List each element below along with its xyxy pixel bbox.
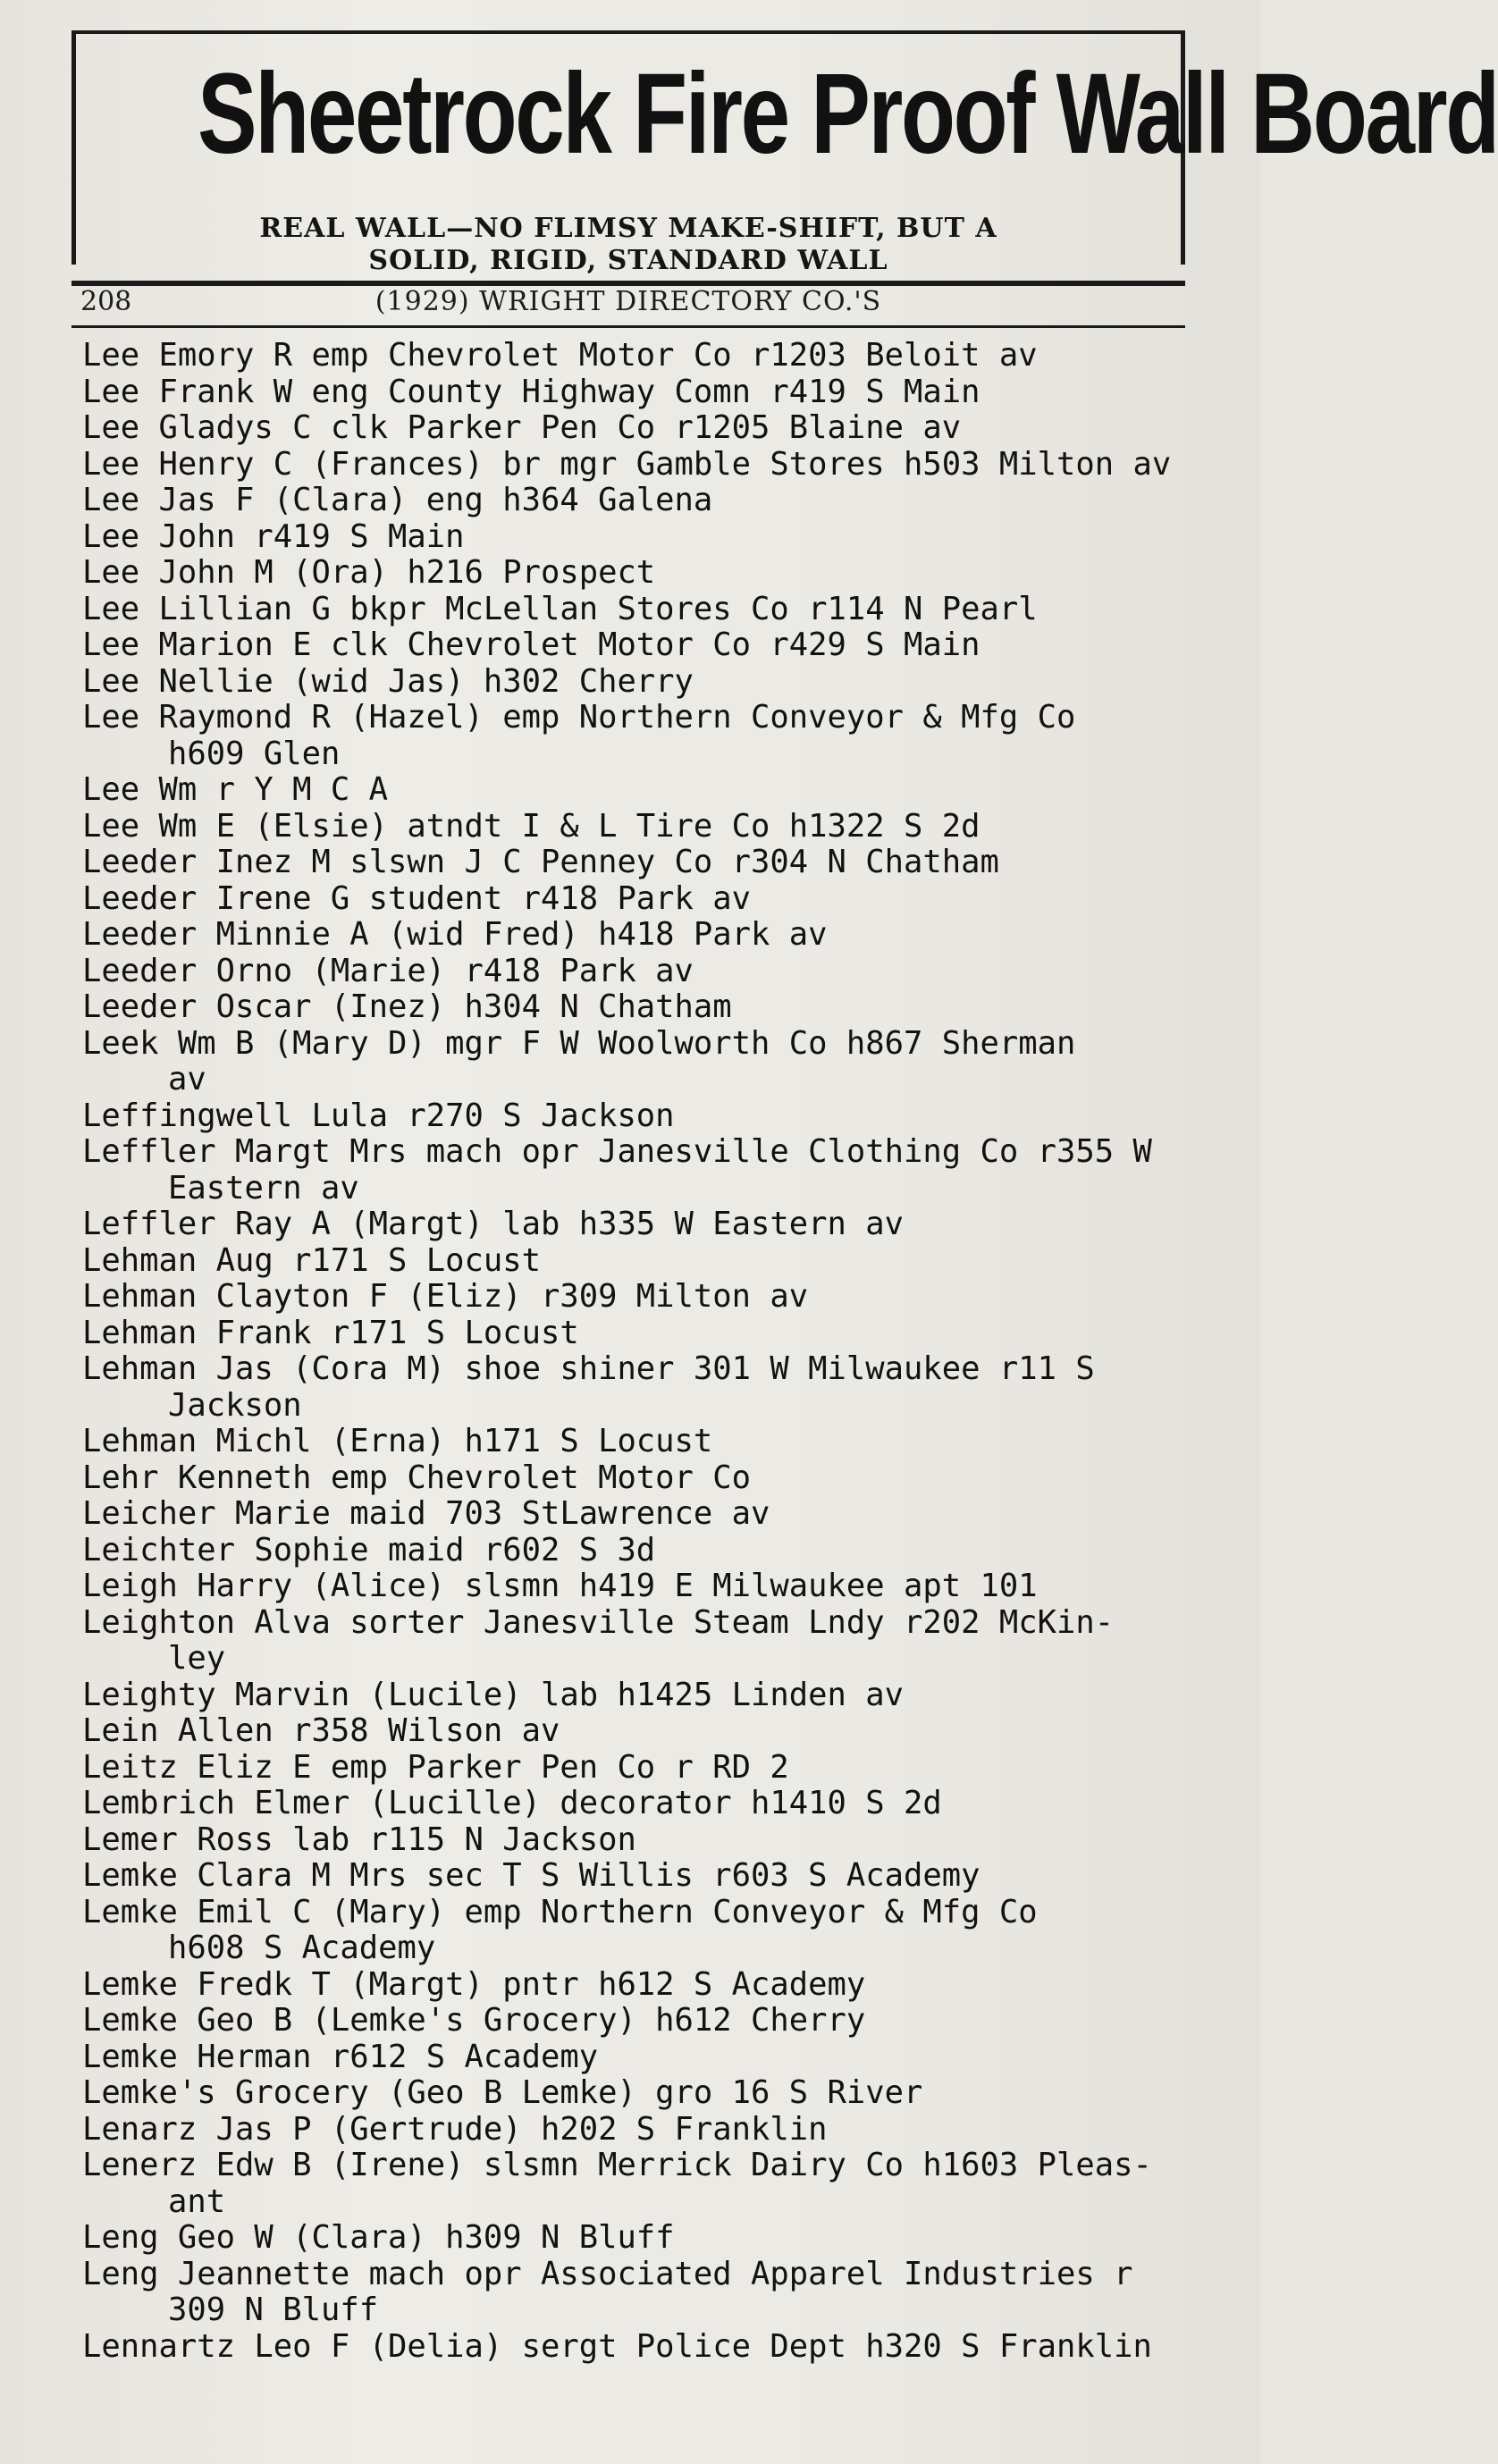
directory-entry xyxy=(82,1750,1226,1787)
entry-line: Lehman Michl (Erna) h171 S Locust xyxy=(82,1423,713,1459)
entry-line: Leigh Harry (Alice) slsmn h419 E Milwaukee apt 101 xyxy=(82,1568,1038,1604)
entry-continuation: ant xyxy=(168,2182,226,2220)
directory-entry xyxy=(82,664,1226,701)
directory-entry xyxy=(82,845,1226,881)
entry-line: Leffingwell Lula r270 S Jackson xyxy=(82,1097,675,1134)
entry-line: Lehman Jas (Cora M) shoe shiner 301 W Milwaukee r11 S xyxy=(82,1350,1095,1387)
entry-line: Leichter Sophie maid r602 S 3d xyxy=(82,1531,656,1568)
directory-entry xyxy=(82,447,1226,484)
directory-entry xyxy=(82,374,1226,411)
entry-line: Leng Jeannette mach opr Associated Apparel Industries r xyxy=(82,2255,1133,2292)
entry-continuation: Jackson xyxy=(168,1386,302,1424)
directory-entry xyxy=(82,881,1226,918)
entry-line: Lee Lillian G bkpr McLellan Stores Co r114 N Pearl xyxy=(82,590,1038,627)
entry-line: Lehman Aug r171 S Locust xyxy=(82,1241,541,1279)
directory-entry xyxy=(82,1568,1226,1605)
header-rule-bottom xyxy=(72,325,1185,328)
directory-entry xyxy=(82,1678,1226,1714)
entry-line: Lembrich Elmer (Lucille) decorator h1410 S 2d xyxy=(82,1785,942,1821)
entry-line: Lemke Geo B (Lemke's Grocery) h612 Cherry xyxy=(82,2002,866,2039)
directory-entry xyxy=(82,989,1226,1026)
entry-line: Lee Wm r Y M C A xyxy=(82,771,388,808)
entry-line: Lee Jas F (Clara) eng h364 Galena xyxy=(82,482,713,518)
directory-entry xyxy=(82,917,1226,954)
entry-line: Lehman Clayton F (Eliz) r309 Milton av xyxy=(82,1278,809,1315)
entry-line: Lemer Ross lab r115 N Jackson xyxy=(82,1821,636,1858)
entry-continuation: av xyxy=(168,1061,206,1097)
entry-line: Leeder Inez M slswn J C Penney Co r304 N Chatham xyxy=(82,844,999,880)
directory-entry xyxy=(82,2112,1226,2149)
directory-entry xyxy=(82,1460,1226,1497)
ad-headline: Sheetrock Fire Proof Wall Board xyxy=(197,50,1498,178)
directory-listing xyxy=(82,338,1226,2365)
directory-entry xyxy=(82,1858,1226,1895)
entry-line: Lein Allen r358 Wilson av xyxy=(82,1712,560,1749)
directory-entry xyxy=(82,555,1226,592)
entry-line: Leeder Oscar (Inez) h304 N Chatham xyxy=(82,988,732,1025)
directory-entry xyxy=(82,1496,1226,1533)
entry-line: Leeder Minnie A (wid Fred) h418 Park av xyxy=(82,916,828,953)
ad-subline xyxy=(76,213,1181,277)
entry-line: Lee Nellie (wid Jas) h302 Cherry xyxy=(82,662,694,700)
ad-subline-1: REAL WALL—NO FLIMSY MAKE-SHIFT, BUT A xyxy=(259,213,997,244)
entry-line: Lehman Frank r171 S Locust xyxy=(82,1314,579,1351)
directory-entry xyxy=(82,1316,1226,1352)
entry-continuation: h608 S Academy xyxy=(168,1930,436,1966)
entry-line: Lee John r419 S Main xyxy=(82,517,465,555)
directory-entry xyxy=(82,2220,1226,2257)
directory-entry xyxy=(82,2039,1226,2076)
directory-entry xyxy=(82,1424,1226,1460)
entry-line: Leighton Alva sorter Janesville Steam Lndy r202 McKin- xyxy=(82,1603,1115,1641)
entry-line: Lennartz Leo F (Delia) sergt Police Dept h320 S Franklin xyxy=(82,2327,1152,2365)
directory-entry xyxy=(82,1533,1226,1569)
entry-line: Leek Wm B (Mary D) mgr F W Woolworth Co h867 Sherman xyxy=(82,1024,1076,1062)
ad-subline-2: SOLID, RIGID, STANDARD WALL xyxy=(368,245,888,276)
directory-entry xyxy=(82,1895,1226,1967)
directory-entry xyxy=(82,2257,1226,2329)
directory-entry xyxy=(82,1026,1226,1098)
entry-line: Lee Marion E clk Chevrolet Motor Co r429 S Main xyxy=(82,627,980,663)
directory-entry xyxy=(82,1605,1226,1678)
directory-entry xyxy=(82,410,1226,447)
entry-line: Lee Henry C (Frances) br mgr Gamble Stores h503 Milton av xyxy=(82,445,1172,483)
entry-line: Lemke's Grocery (Geo B Lemke) gro 16 S River xyxy=(82,2074,923,2111)
directory-entry xyxy=(82,592,1226,628)
entry-line: Lehr Kenneth emp Chevrolet Motor Co xyxy=(82,1459,752,1496)
entry-line: Lemke Clara M Mrs sec T S Willis r603 S Academy xyxy=(82,1857,980,1894)
entry-line: Lenarz Jas P (Gertrude) h202 S Franklin xyxy=(82,2110,828,2148)
running-title: (1929) WRIGHT DIRECTORY CO.'S xyxy=(374,286,882,317)
entry-continuation: 309 N Bluff xyxy=(168,2292,379,2328)
entry-line: Leffler Ray A (Margt) lab h335 W Eastern av xyxy=(82,1206,905,1242)
directory-entry xyxy=(82,519,1226,556)
directory-entry xyxy=(82,1786,1226,1822)
directory-entry xyxy=(82,1134,1226,1207)
directory-entry xyxy=(82,1713,1226,1750)
entry-line: Lee Frank W eng County Highway Comn r419 S Main xyxy=(82,373,980,410)
entry-line: Lee Gladys C clk Parker Pen Co r1205 Blaine av xyxy=(82,409,962,446)
directory-entry xyxy=(82,1098,1226,1135)
directory-entry xyxy=(82,1967,1226,2004)
directory-entry xyxy=(82,954,1226,990)
directory-entry xyxy=(82,2148,1226,2220)
directory-entry xyxy=(82,772,1226,809)
directory-entry xyxy=(82,1822,1226,1859)
entry-line: Lemke Emil C (Mary) emp Northern Conveyor & Mfg Co xyxy=(82,1893,1038,1930)
entry-line: Lemke Herman r612 S Academy xyxy=(82,2038,599,2075)
entry-line: Leffler Margt Mrs mach opr Janesville Clothing Co r355 W xyxy=(82,1133,1152,1170)
entry-line: Leitz Eliz E emp Parker Pen Co r RD 2 xyxy=(82,1748,789,1786)
directory-entry xyxy=(82,627,1226,664)
entry-line: Lemke Fredk T (Margt) pntr h612 S Academy xyxy=(82,1965,866,2003)
directory-entry xyxy=(82,1279,1226,1316)
entry-line: Lee Raymond R (Hazel) emp Northern Conveyor & Mfg Co xyxy=(82,699,1076,736)
directory-entry xyxy=(82,2003,1226,2039)
directory-entry xyxy=(82,700,1226,772)
entry-line: Lee Wm E (Elsie) atndt I & L Tire Co h1322 S 2d xyxy=(82,807,980,845)
entry-continuation: ley xyxy=(168,1640,226,1677)
advertisement-box xyxy=(72,30,1498,276)
entry-line: Leeder Orno (Marie) r418 Park av xyxy=(82,952,694,989)
entry-continuation: Eastern av xyxy=(168,1169,359,1207)
directory-entry xyxy=(82,1207,1226,1243)
page-number: 208 xyxy=(80,286,132,317)
directory-entry xyxy=(82,1243,1226,1280)
directory-entry xyxy=(82,2075,1226,2112)
entry-line: Lee Emory R emp Chevrolet Motor Co r1203 Beloit av xyxy=(82,337,1038,374)
entry-line: Leicher Marie maid 703 StLawrence av xyxy=(82,1495,770,1532)
entry-line: Leng Geo W (Clara) h309 N Bluff xyxy=(82,2219,675,2256)
directory-entry xyxy=(82,483,1226,519)
directory-entry xyxy=(82,2329,1226,2366)
directory-entry xyxy=(82,338,1226,374)
entry-line: Leeder Irene G student r418 Park av xyxy=(82,879,752,917)
entry-line: Lenerz Edw B (Irene) slsmn Merrick Dairy Co h1603 Pleas- xyxy=(82,2147,1152,2183)
entry-line: Lee John M (Ora) h216 Prospect xyxy=(82,554,656,591)
entry-continuation: h609 Glen xyxy=(168,735,341,772)
entry-line: Leighty Marvin (Lucile) lab h1425 Linden av xyxy=(82,1676,905,1713)
running-head xyxy=(72,284,1185,320)
directory-entry xyxy=(82,1351,1226,1424)
directory-entry xyxy=(82,809,1226,845)
